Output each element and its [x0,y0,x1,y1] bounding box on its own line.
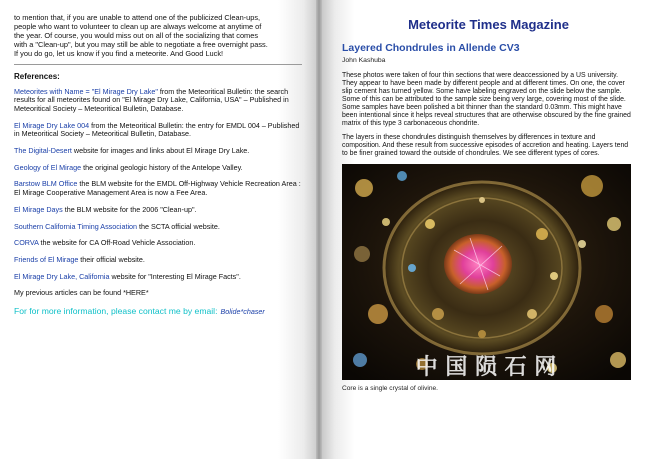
reference-item [14,223,302,232]
reference-text: the original geologic history of the Antelope Valley. [81,162,243,172]
intro-line: with a "Clean-up", but you may still be able to negotiate a free overnight pass. [14,39,268,49]
reference-link[interactable]: El Mirage Days [14,204,63,214]
magazine-title: Meteorite Times Magazine [408,17,569,32]
reference-link[interactable]: Meteorites with Name = "El Mirage Dry Lake" [14,86,158,96]
intro-line: the year. Of course, you would miss out on all of the socializing that comes [14,30,259,40]
chondrule-photo-image [342,164,631,380]
right-page [322,0,647,459]
section-divider [14,64,302,65]
left-page [0,0,316,459]
reference-link[interactable]: The Digital-Desert [14,146,72,156]
reference-link[interactable]: Southern California Timing Association [14,221,138,231]
article-title: Layered Chondrules in Allende CV3 [342,42,520,54]
article-author: John Kashuba [342,57,386,64]
photo-caption: Core is a single crystal of olivine. [342,385,439,392]
reference-item [14,180,302,197]
intro-paragraph [14,14,302,59]
contact-text: For for more information, please contact me by email: [14,306,218,317]
reference-link[interactable]: Friends of El Mirage [14,254,79,264]
reference-item [14,122,302,139]
reference-text: the website for CA Off-Road Vehicle Association. [38,238,196,248]
reference-text: from the Meteoritical Bulletin: the entry for EMDL 004 – Published in Meteoritical Society – Meteoritical Bulletin, Database. [14,120,300,139]
reference-item [14,256,302,265]
previous-articles-text[interactable]: My previous articles can be found *HERE* [14,288,149,298]
reference-item [14,239,302,248]
intro-line: to mention that, if you are unable to attend one of the publicized Clean-ups, [14,13,261,22]
reference-link[interactable]: El Mirage Dry Lake, California [14,271,110,281]
reference-link[interactable]: CORVA [14,238,39,248]
reference-text: their official website. [78,254,145,264]
reference-text: the BLM website for the 2006 "Clean-up". [62,204,197,214]
reference-text: website for "Interesting El Mirage Facts". [109,271,241,281]
article-paragraph: These photos were taken of four thin sections that were deaccessioned by a US university. They appear to have been made by different people and at different times. On one, the cover slip cement has turned yellow. Some have labeling engraved on the slide below the sample. Some of this can be attributed to the sample size being very large, covering most of the slide. Some samples have been polished a bit thinner than the standard 0.03mm. This might have been intentional since it helps reveal structures that are otherwise obscured by the fine grained matrix of this type 3 carbonaceous chondrite. [342,72,631,127]
intro-line: If you do go, let us know if you find a meteorite. And Good Luck! [14,48,224,58]
reference-item [14,147,302,156]
reference-link[interactable]: Barstow BLM Office [14,179,78,189]
reference-text: website for images and links about El Mirage Dry Lake. [71,146,250,156]
reference-link[interactable]: El Mirage Dry Lake 004 [14,120,90,130]
intro-line: people who want to volunteer to clean up are always welcome at anytime of [14,21,262,31]
email-link[interactable]: Bolide*chaser [220,307,265,317]
article-paragraph: The layers in these chondrules distinguish themselves by differences in texture and composition. And these result from successive episodes of accretion and heating. Layers tend to be finer grained toward the outside of chondrules. We see different types of cores. [342,134,629,157]
reference-link[interactable]: Geology of El Mirage [14,162,82,172]
contact-line [14,306,302,316]
references-heading: References: [14,71,60,81]
chondrule-photo [342,164,631,380]
reference-item [14,164,302,173]
reference-item [14,88,302,114]
previous-articles[interactable] [14,289,302,298]
reference-item [14,206,302,215]
reference-text: from the Meteoritical Bulletin: the search results for all meteorites found on "El Mirage Dry Lake, California, USA" – Published in Meteoritical Society – Meteoritical Bulletin, Database. [14,86,289,113]
reference-text: the BLM website for the EMDL Off-Highway Vehicle Recreation Area : El Mirage Cooperative Management Area is now a Fee Area. [14,179,301,198]
photo-watermark: 中 国 陨 石 网 [415,355,557,380]
reference-text: the SCTA official website. [137,221,220,231]
reference-item [14,273,302,282]
